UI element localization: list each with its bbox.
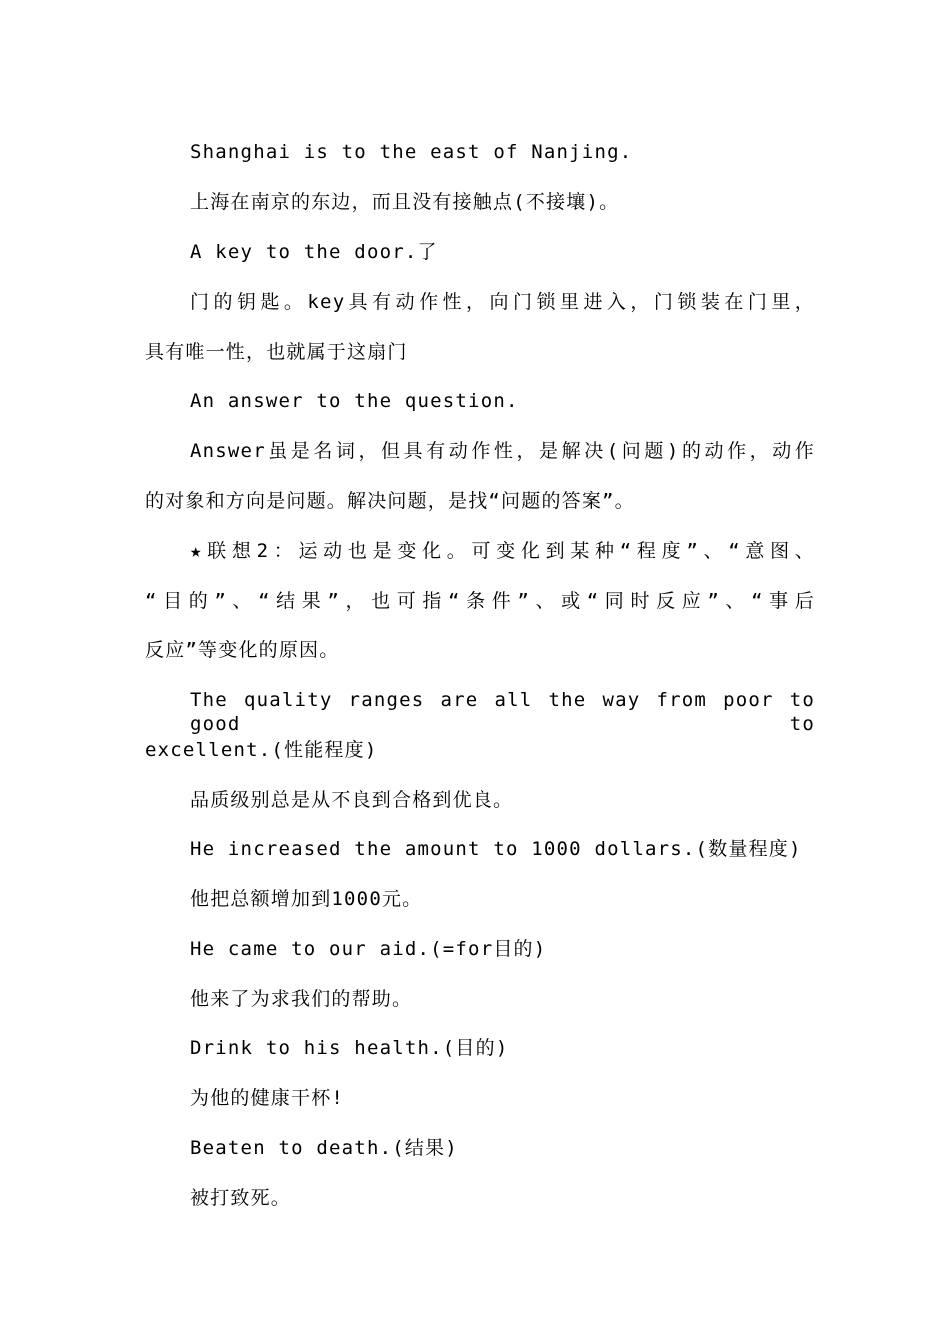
- text-line-18: 他来了为求我们的帮助。: [190, 988, 413, 1010]
- text-line-9: ★联想2：运动也是变化。可变化到某种“程度”、“意图、: [190, 540, 815, 562]
- text-line-3: A key to the door.了: [190, 241, 438, 263]
- text-line-22: 被打致死。: [190, 1187, 292, 1209]
- text-line-17: He came to our aid.(=for目的): [190, 938, 547, 960]
- text-line-19: Drink to his health.(目的): [190, 1037, 509, 1059]
- text-line-1: Shanghai is to the east of Nanjing.: [190, 141, 633, 163]
- text-line-16: 他把总额增加到1000元。: [190, 888, 423, 910]
- text-line-5: 具有唯一性，也就属于这扇门: [145, 341, 408, 363]
- text-line-14: 品质级别总是从不良到合格到优良。: [190, 789, 514, 811]
- text-line-12: The quality ranges are all the way from poor to good to: [190, 689, 815, 735]
- text-line-6: An answer to the question.: [190, 390, 519, 412]
- text-line-13: excellent.(性能程度): [145, 739, 378, 761]
- text-line-8: 的对象和方向是问题。解决问题，是找“问题的答案”。: [145, 490, 635, 512]
- text-line-11: 反应”等变化的原因。: [145, 639, 340, 661]
- text-line-2: 上海在南京的东边，而且没有接触点(不接壤)。: [190, 191, 620, 213]
- text-line-7: Answer虽是名词，但具有动作性，是解决(问题)的动作，动作: [190, 440, 815, 462]
- text-line-20: 为他的健康干杯!: [190, 1087, 345, 1109]
- text-line-10: “目的”、“结果”，也可指“条件”、或“同时反应”、“事后: [145, 590, 815, 612]
- text-line-4: 门的钥匙。key具有动作性，向门锁里进入，门锁装在门里，: [190, 291, 815, 313]
- text-line-15: He increased the amount to 1000 dollars.(数量程度): [190, 838, 802, 860]
- text-line-21: Beaten to death.(结果): [190, 1137, 458, 1159]
